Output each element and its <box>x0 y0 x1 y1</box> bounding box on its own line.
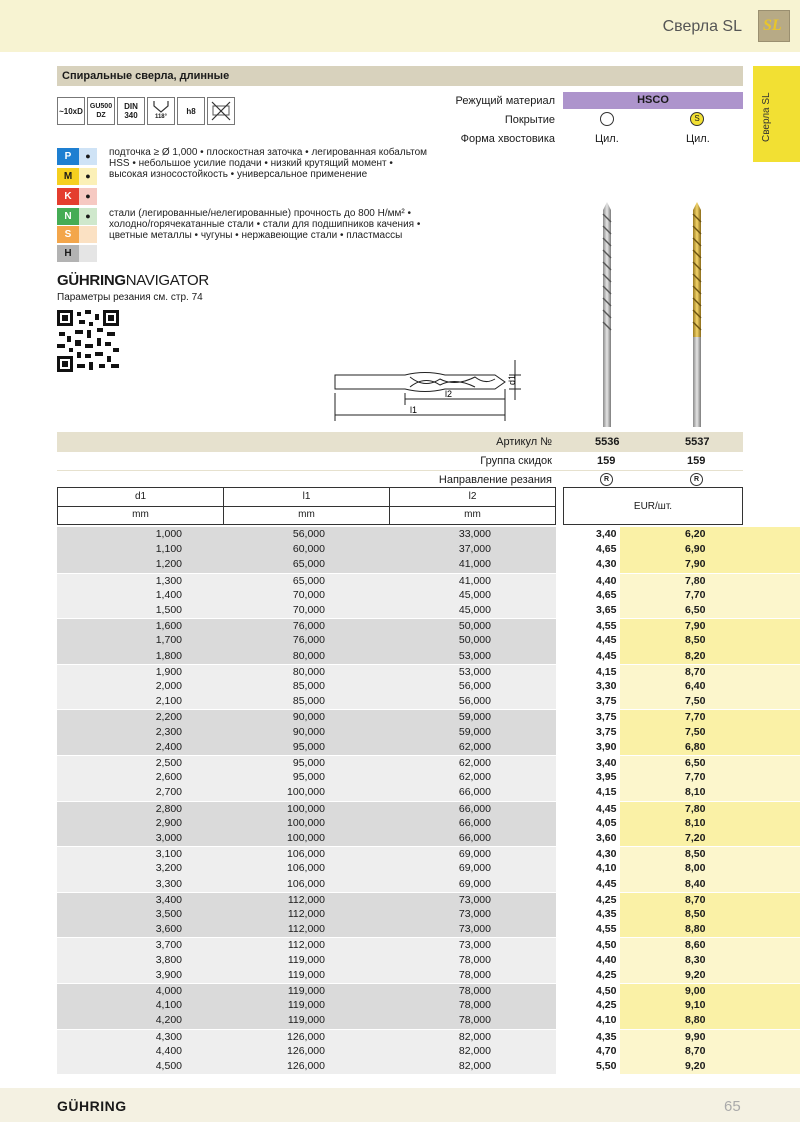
page-number: 65 <box>724 1098 741 1115</box>
cell-l2: 41,000 <box>458 574 491 587</box>
cell-price-5536: 4,45 <box>596 634 617 647</box>
cell-l1: 112,000 <box>287 923 325 936</box>
col-l1: l1 <box>224 488 390 507</box>
cell-l1: 106,000 <box>287 877 325 890</box>
cell-l2: 53,000 <box>458 649 491 662</box>
cell-d1: 3,900 <box>155 968 182 981</box>
spec-icons <box>57 97 235 125</box>
cell-l1: 100,000 <box>287 832 325 844</box>
cell-price-5537: 8,70 <box>685 665 706 678</box>
cell-d1: 4,500 <box>155 1060 182 1072</box>
qr-code[interactable] <box>57 310 119 372</box>
cell-d1: 3,200 <box>155 862 182 875</box>
cell-price-5537: 9,20 <box>685 1060 706 1072</box>
description-materials: стали (легированные/нелегированные) прочность до 800 Н/мм² • холодно/горячекатанные стали • стали для подшипников качения • цветные металлы • чугуны • нержавеющие стали • пластмассы <box>109 208 421 241</box>
cell-l2: 59,000 <box>458 725 491 738</box>
cell-l2: 78,000 <box>458 1014 491 1027</box>
table-row <box>57 785 743 800</box>
article-5536: 5536 <box>595 436 620 448</box>
cell-l2: 82,000 <box>458 1060 491 1072</box>
cell-l1: 70,000 <box>292 588 325 601</box>
cell-l2: 78,000 <box>458 953 491 966</box>
cell-price-5537: 6,50 <box>685 757 706 769</box>
cell-l1: 119,000 <box>287 953 325 966</box>
material-s: S <box>57 226 97 243</box>
coating-label: Покрытие <box>504 114 555 126</box>
cell-d1: 3,100 <box>155 848 182 861</box>
cell-l1: 90,000 <box>292 725 325 738</box>
cell-l1: 95,000 <box>292 771 325 784</box>
cell-price-5536: 4,30 <box>596 848 617 861</box>
cell-l2: 78,000 <box>458 999 491 1012</box>
cell-price-5537: 8,20 <box>685 649 706 662</box>
cell-price-5536: 4,10 <box>596 1014 617 1027</box>
cell-price-5536: 4,70 <box>596 1044 617 1057</box>
cutting-direction-label: Направление резания <box>438 474 552 486</box>
cell-l1: 76,000 <box>292 634 325 647</box>
cell-price-5536: 3,60 <box>596 832 617 844</box>
cell-l2: 69,000 <box>458 862 491 875</box>
cell-price-5537: 6,80 <box>685 740 706 753</box>
cell-l1: 60,000 <box>292 543 325 556</box>
section-title: Спиральные сверла, длинные <box>62 70 230 82</box>
table-row <box>57 694 743 709</box>
cell-price-5537: 8,80 <box>685 1014 706 1027</box>
cell-price-5537: 7,70 <box>685 771 706 784</box>
cell-price-5537: 7,70 <box>685 711 706 724</box>
table-row <box>57 649 743 664</box>
cell-l2: 45,000 <box>458 604 491 616</box>
cell-d1: 1,500 <box>155 604 182 616</box>
cell-l1: 126,000 <box>287 1030 325 1043</box>
cell-l2: 66,000 <box>458 816 491 829</box>
cell-l2: 82,000 <box>458 1044 491 1057</box>
cell-l1: 65,000 <box>292 574 325 587</box>
cell-l2: 41,000 <box>458 558 491 571</box>
cell-l1: 126,000 <box>287 1044 325 1057</box>
cell-d1: 4,200 <box>155 1014 182 1027</box>
cell-l2: 56,000 <box>458 680 491 692</box>
table-row <box>57 679 743 694</box>
cell-price-5537: 9,10 <box>685 999 706 1012</box>
cell-price-5536: 4,50 <box>596 939 617 952</box>
side-tab[interactable] <box>753 66 800 162</box>
table-row <box>57 740 743 755</box>
cell-l2: 62,000 <box>458 757 491 769</box>
cell-l1: 76,000 <box>292 620 325 633</box>
table-row <box>57 953 743 968</box>
cell-price-5537: 6,90 <box>685 543 706 556</box>
cell-d1: 2,300 <box>155 725 182 738</box>
material-n: N ● <box>57 208 97 225</box>
din-standard-icon: DIN 340 <box>117 97 145 125</box>
table-row <box>57 801 743 816</box>
side-tab-label: Сверла SL <box>761 92 772 142</box>
cell-price-5536: 4,15 <box>596 665 617 678</box>
table-row <box>57 664 743 679</box>
cell-l2: 69,000 <box>458 877 491 890</box>
cell-l1: 119,000 <box>287 1014 325 1027</box>
cell-l1: 56,000 <box>292 528 325 540</box>
cell-l2: 73,000 <box>458 893 491 906</box>
cell-price-5537: 8,40 <box>685 877 706 890</box>
cell-d1: 1,700 <box>155 634 182 647</box>
shank-value-2: Цил. <box>686 133 710 145</box>
cell-d1: 3,000 <box>155 832 182 844</box>
cell-l1: 119,000 <box>287 985 325 997</box>
cell-price-5537: 7,20 <box>685 832 706 844</box>
table-row <box>57 1029 743 1044</box>
cell-d1: 1,300 <box>155 574 182 587</box>
cell-price-5537: 8,50 <box>685 848 706 861</box>
cell-d1: 2,400 <box>155 740 182 753</box>
shank-value-1: Цил. <box>595 133 619 145</box>
cell-l1: 100,000 <box>287 816 325 829</box>
cell-l1: 100,000 <box>287 802 325 815</box>
tolerance-icon: h8 <box>177 97 205 125</box>
cell-l2: 69,000 <box>458 848 491 861</box>
cell-l2: 66,000 <box>458 832 491 844</box>
cell-price-5536: 5,50 <box>596 1060 617 1072</box>
material-p: P ● <box>57 148 97 165</box>
cell-l1: 119,000 <box>287 999 325 1012</box>
table-row <box>57 816 743 831</box>
length-ratio-icon: ~10xD <box>57 97 85 125</box>
cell-d1: 3,500 <box>155 908 182 920</box>
cell-price-5536: 4,45 <box>596 802 617 815</box>
article-label: Артикул № <box>496 436 552 448</box>
cell-price-5537: 7,90 <box>685 620 706 633</box>
cell-d1: 2,000 <box>155 680 182 692</box>
direction-r-icon: R <box>600 473 613 486</box>
table-row <box>57 633 743 648</box>
table-header <box>57 487 556 525</box>
cell-price-5536: 4,40 <box>596 953 617 966</box>
table-row <box>57 603 743 618</box>
cell-price-5537: 8,80 <box>685 923 706 936</box>
cell-l1: 106,000 <box>287 862 325 875</box>
cell-price-5537: 8,50 <box>685 634 706 647</box>
cell-l1: 65,000 <box>292 558 325 571</box>
cell-price-5536: 3,40 <box>596 528 617 540</box>
table-row <box>57 588 743 603</box>
discount-group-1: 159 <box>597 455 616 467</box>
cell-price-5537: 6,20 <box>685 528 706 540</box>
direction-r-icon-2: R <box>690 473 703 486</box>
drill-diagram <box>325 355 530 430</box>
table-row <box>57 998 743 1013</box>
cell-l2: 66,000 <box>458 802 491 815</box>
cell-l2: 59,000 <box>458 711 491 724</box>
cell-price-5537: 9,90 <box>685 1030 706 1043</box>
table-row <box>57 983 743 998</box>
cell-d1: 4,100 <box>155 999 182 1012</box>
table-row <box>57 709 743 724</box>
unit-l1: mm <box>224 506 390 525</box>
table-row <box>57 770 743 785</box>
cell-d1: 1,100 <box>155 543 182 556</box>
shank-label: Форма хвостовика <box>460 133 555 145</box>
cell-price-5537: 8,70 <box>685 893 706 906</box>
cell-price-5536: 3,90 <box>596 740 617 753</box>
section-bar <box>57 66 743 86</box>
table-row <box>57 846 743 861</box>
cell-price-5536: 4,65 <box>596 543 617 556</box>
cell-d1: 3,300 <box>155 877 182 890</box>
cell-price-5536: 4,45 <box>596 877 617 890</box>
table-row <box>57 1059 743 1074</box>
cell-l1: 90,000 <box>292 711 325 724</box>
table-row <box>57 968 743 983</box>
cell-d1: 1,600 <box>155 620 182 633</box>
drill-5537-image <box>691 202 703 427</box>
table-row <box>57 557 743 572</box>
coating-none-icon <box>600 112 614 126</box>
cell-price-5536: 4,25 <box>596 968 617 981</box>
cell-l2: 50,000 <box>458 634 491 647</box>
cell-price-5536: 3,65 <box>596 604 617 616</box>
cell-d1: 2,800 <box>155 802 182 815</box>
table-row <box>57 1044 743 1059</box>
cell-d1: 1,200 <box>155 558 182 571</box>
article-row <box>57 432 743 451</box>
cutting-material-value: HSCO <box>563 92 743 109</box>
material-k: K ● <box>57 188 97 205</box>
table-row <box>57 922 743 937</box>
cell-l2: 73,000 <box>458 908 491 920</box>
cell-price-5537: 6,40 <box>685 680 706 692</box>
table-row <box>57 725 743 740</box>
cell-price-5537: 8,00 <box>685 862 706 875</box>
cell-price-5537: 9,20 <box>685 968 706 981</box>
cell-price-5536: 4,55 <box>596 923 617 936</box>
cell-price-5536: 3,75 <box>596 711 617 724</box>
cell-d1: 1,900 <box>155 665 182 678</box>
cell-l2: 56,000 <box>458 695 491 708</box>
cell-price-5536: 4,45 <box>596 649 617 662</box>
table-row <box>57 618 743 633</box>
cell-d1: 3,400 <box>155 893 182 906</box>
cell-price-5536: 3,40 <box>596 757 617 769</box>
table-row <box>57 542 743 557</box>
col-l2: l2 <box>390 488 555 507</box>
cell-l2: 33,000 <box>458 528 491 540</box>
discount-group-row <box>57 451 743 470</box>
cell-price-5536: 4,10 <box>596 862 617 875</box>
cell-l2: 45,000 <box>458 588 491 601</box>
cell-d1: 1,400 <box>155 588 182 601</box>
cell-d1: 4,300 <box>155 1030 182 1043</box>
table-row <box>57 892 743 907</box>
cell-d1: 4,400 <box>155 1044 182 1057</box>
cell-price-5536: 4,35 <box>596 1030 617 1043</box>
navigator-logo[interactable]: GÜHRINGNAVIGATOR <box>57 272 209 289</box>
table-row <box>57 527 743 542</box>
discount-group-label: Группа скидок <box>480 455 552 467</box>
cell-l1: 85,000 <box>292 680 325 692</box>
cell-price-5536: 4,55 <box>596 620 617 633</box>
table-row <box>57 573 743 588</box>
cell-price-5537: 7,50 <box>685 695 706 708</box>
cell-l2: 66,000 <box>458 786 491 799</box>
coating-s-icon: S <box>690 112 704 126</box>
cell-price-5536: 4,35 <box>596 908 617 920</box>
table-row <box>57 1013 743 1028</box>
cell-price-5537: 8,50 <box>685 908 706 920</box>
cell-l2: 62,000 <box>458 771 491 784</box>
unit-l2: mm <box>464 509 481 520</box>
cell-d1: 2,200 <box>155 711 182 724</box>
cell-price-5536: 4,05 <box>596 816 617 829</box>
cell-price-5536: 4,25 <box>596 893 617 906</box>
table-row <box>57 831 743 846</box>
cell-l1: 106,000 <box>287 848 325 861</box>
table-row <box>57 907 743 922</box>
cutting-material-label: Режущий материал <box>455 95 555 107</box>
sl-logo: SL <box>758 10 790 42</box>
cell-d1: 2,500 <box>155 757 182 769</box>
cell-price-5536: 4,15 <box>596 786 617 799</box>
point-angle-icon: 118° <box>147 97 175 125</box>
dim-l1: l1 <box>410 405 418 415</box>
cell-l1: 126,000 <box>287 1060 325 1072</box>
cell-price-5536: 3,75 <box>596 695 617 708</box>
cell-l2: 37,000 <box>458 543 491 556</box>
drill-5536-image <box>601 202 613 427</box>
description-features: подточка ≥ Ø 1,000 • плоскостная заточка • легированная кобальтом HSS • небольшое усилие подачи • низкий крутящий момент • высокая износостойкость • универсальное применение <box>109 147 428 180</box>
cell-price-5537: 7,50 <box>685 725 706 738</box>
cell-price-5536: 3,75 <box>596 725 617 738</box>
cell-l1: 100,000 <box>287 786 325 799</box>
cell-d1: 1,800 <box>155 649 182 662</box>
cell-d1: 3,600 <box>155 923 182 936</box>
page-title: Сверла SL <box>662 18 742 35</box>
cell-l1: 112,000 <box>287 893 325 906</box>
cell-l1: 119,000 <box>287 968 325 981</box>
cell-l2: 62,000 <box>458 740 491 753</box>
material-h: H <box>57 245 97 262</box>
cell-d1: 2,100 <box>155 695 182 708</box>
cell-l2: 73,000 <box>458 923 491 936</box>
cell-l2: 82,000 <box>458 1030 491 1043</box>
cell-l1: 95,000 <box>292 740 325 753</box>
navigator-subtitle: Параметры резания см. стр. 74 <box>57 292 203 303</box>
discount-group-2: 159 <box>687 455 706 467</box>
cell-price-5537: 7,80 <box>685 802 706 815</box>
cell-price-5536: 4,25 <box>596 999 617 1012</box>
footer-logo: GÜHRING <box>57 1098 127 1114</box>
cell-l1: 80,000 <box>292 649 325 662</box>
cell-price-5537: 8,60 <box>685 939 706 952</box>
cell-price-5536: 3,30 <box>596 680 617 692</box>
cell-price-5537: 8,70 <box>685 1044 706 1057</box>
cell-price-5536: 4,65 <box>596 588 617 601</box>
cell-l2: 73,000 <box>458 939 491 952</box>
cell-l1: 80,000 <box>292 665 325 678</box>
cell-price-5537: 7,70 <box>685 588 706 601</box>
cell-l2: 50,000 <box>458 620 491 633</box>
material-m: M ● <box>57 168 97 185</box>
table-row <box>57 877 743 892</box>
cell-price-5537: 8,10 <box>685 786 706 799</box>
cell-price-5537: 7,90 <box>685 558 706 571</box>
cell-d1: 4,000 <box>155 985 182 997</box>
cell-d1: 3,800 <box>155 953 182 966</box>
cell-price-5537: 8,10 <box>685 816 706 829</box>
cell-d1: 2,600 <box>155 771 182 784</box>
cell-price-5537: 9,00 <box>685 985 706 997</box>
article-5537: 5537 <box>685 436 710 448</box>
dim-d1: d1 <box>507 374 517 385</box>
cell-price-5536: 4,50 <box>596 985 617 997</box>
grade-icon: GU500 DZ <box>87 97 115 125</box>
cell-price-5537: 8,30 <box>685 953 706 966</box>
cell-price-5536: 4,40 <box>596 574 617 587</box>
cell-l1: 112,000 <box>287 939 325 952</box>
cell-l2: 78,000 <box>458 985 491 997</box>
cell-l1: 85,000 <box>292 695 325 708</box>
table-row <box>57 755 743 770</box>
no-coolant-icon <box>207 97 235 125</box>
cell-d1: 1,000 <box>155 528 182 540</box>
table-row <box>57 861 743 876</box>
col-d1: d1 <box>58 488 224 507</box>
cell-l1: 95,000 <box>292 757 325 769</box>
cell-l1: 70,000 <box>292 604 325 616</box>
cell-price-5537: 7,80 <box>685 574 706 587</box>
price-header: EUR/шт. <box>563 487 743 525</box>
cell-l1: 112,000 <box>287 908 325 920</box>
dim-l2: l2 <box>445 389 453 399</box>
cell-d1: 3,700 <box>155 939 182 952</box>
cell-price-5536: 3,95 <box>596 771 617 784</box>
cell-d1: 2,900 <box>155 816 182 829</box>
unit-d1: mm <box>58 506 224 525</box>
cell-d1: 2,700 <box>155 786 182 799</box>
cell-l2: 53,000 <box>458 665 491 678</box>
cell-l2: 78,000 <box>458 968 491 981</box>
cell-price-5536: 4,30 <box>596 558 617 571</box>
page-header <box>0 0 800 52</box>
cell-price-5537: 6,50 <box>685 604 706 616</box>
table-row <box>57 937 743 952</box>
